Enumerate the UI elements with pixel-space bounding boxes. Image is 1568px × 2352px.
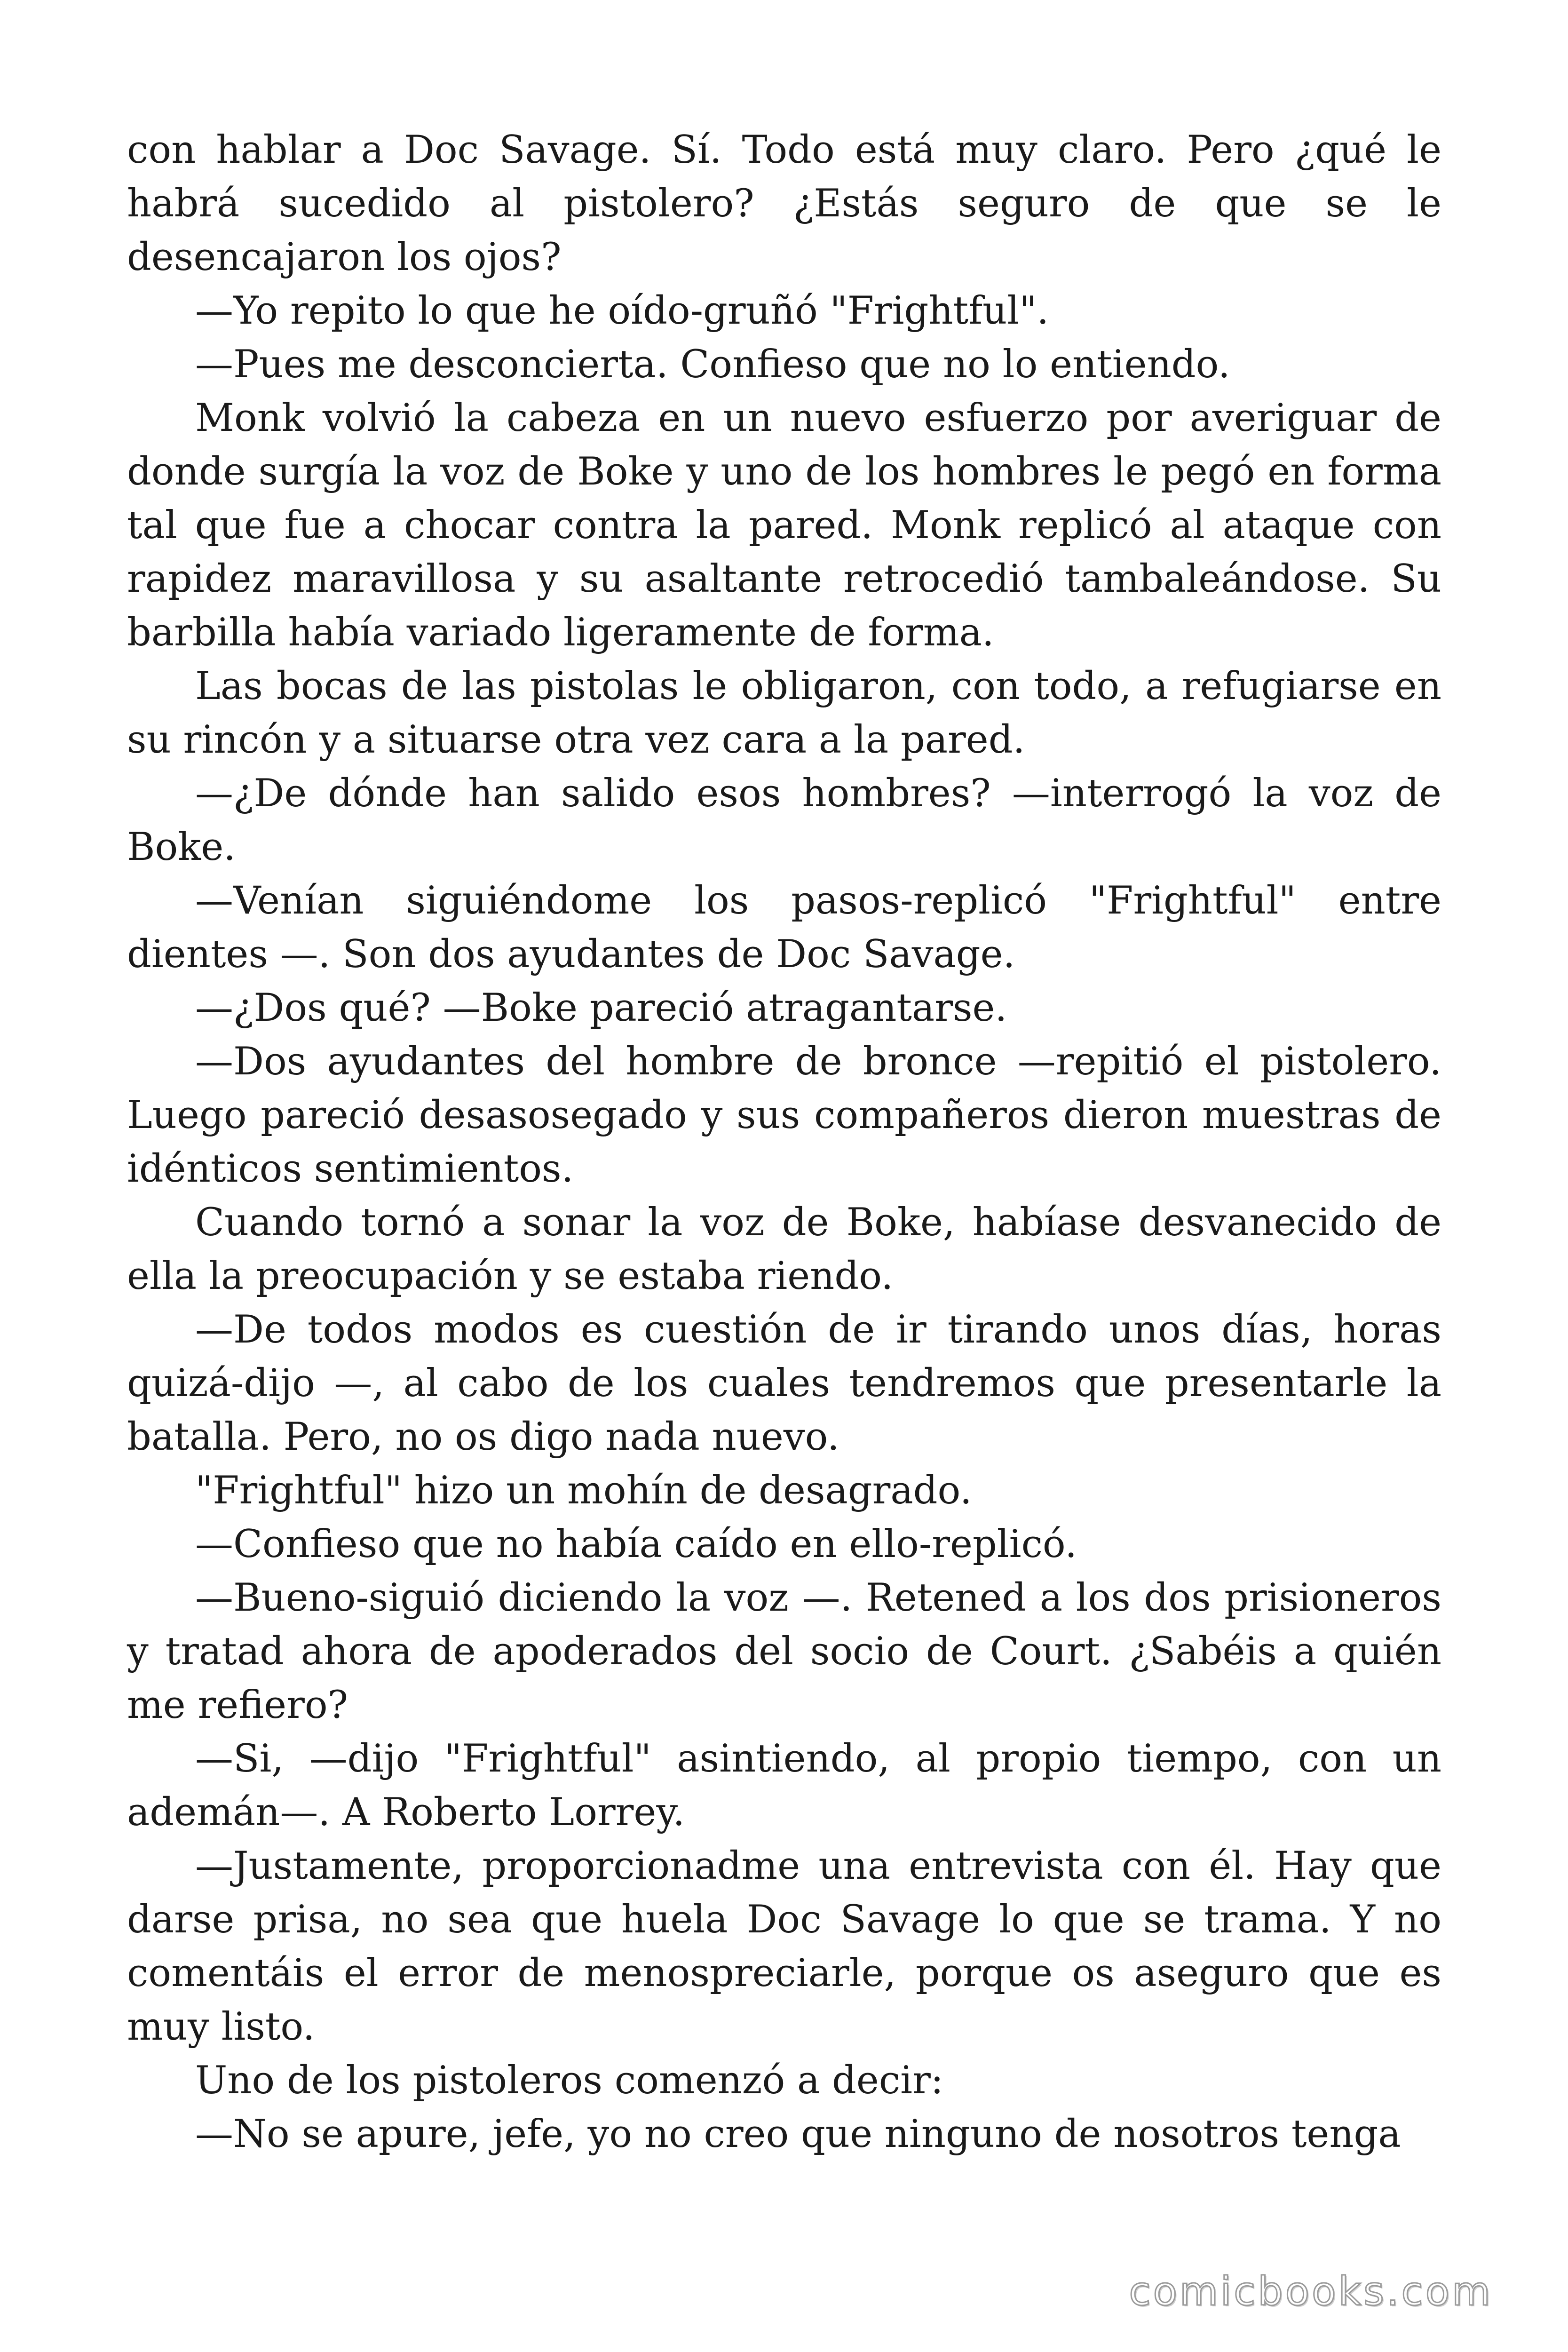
paragraph-12: "Frightful" hizo un mohín de desagrado. xyxy=(195,1469,972,1513)
paragraph-9: —Dos ayudantes del hombre de bronce —repitió el pistolero. Luego pareció desasosegado y sus compañeros dieron muestras de idénticos sentimientos. xyxy=(127,1040,1441,1191)
paragraph-10: Cuando tornó a sonar la voz de Boke, habíase desvanecido de ella la preocupación y se estaba riendo. xyxy=(127,1200,1441,1298)
paragraph-2: —Yo repito lo que he oído-gruñó "Frightful". xyxy=(195,289,1049,333)
paragraph-1: con hablar a Doc Savage. Sí. Todo está muy claro. Pero ¿qué le habrá sucedido al pistolero? ¿Estás seguro de que se le desencajaron los ojos? xyxy=(127,128,1441,279)
paragraph-13: —Confieso que no había caído en ello-replicó. xyxy=(195,1522,1077,1566)
paragraph-7: —Venían siguiéndome los pasos-replicó "Frightful" entre dientes —. Son dos ayudantes de Doc Savage. xyxy=(127,879,1441,977)
page-text xyxy=(127,123,1441,2161)
watermark-logo: comicbooks.com xyxy=(1129,2268,1493,2314)
paragraph-6: —¿De dónde han salido esos hombres? —interrogó la voz de Boke. xyxy=(127,771,1441,869)
paragraph-14: —Bueno-siguió diciendo la voz —. Retened a los dos prisioneros y tratad ahora de apoderados del socio de Court. ¿Sabéis a quién me refiero? xyxy=(127,1576,1441,1727)
paragraph-5: Las bocas de las pistolas le obligaron, con todo, a refugiarse en su rincón y a situarse otra vez cara a la pared. xyxy=(127,664,1441,762)
paragraph-11: —De todos modos es cuestión de ir tirando unos días, horas quizá-dijo —, al cabo de los cuales tendremos que presentarle la batalla. Pero, no os digo nada nuevo. xyxy=(127,1308,1441,1459)
paragraph-17: Uno de los pistoleros comenzó a decir: xyxy=(195,2058,944,2103)
paragraph-16: —Justamente, proporcionadme una entrevista con él. Hay que darse prisa, no sea que huela Doc Savage lo que se trama. Y no comentáis el error de menospreciarle, porque os aseguro que es muy listo. xyxy=(127,1844,1441,2049)
paragraph-8: —¿Dos qué? —Boke pareció atragantarse. xyxy=(195,986,1007,1030)
paragraph-3: —Pues me desconcierta. Confieso que no lo entiendo. xyxy=(195,342,1230,387)
paragraph-4: Monk volvió la cabeza en un nuevo esfuerzo por averiguar de donde surgía la voz de Boke y uno de los hombres le pegó en forma tal que fue a chocar contra la pared. Monk replicó al ataque con rapidez maravillosa y su asaltante retrocedió tambaleándose. Su barbilla había variado ligeramente de forma. xyxy=(127,396,1441,655)
paragraph-18: —No se apure, jefe, yo no creo que ninguno de nosotros tenga xyxy=(195,2112,1401,2156)
paragraph-15: —Si, —dijo "Frightful" asintiendo, al propio tiempo, con un ademán—. A Roberto Lorrey. xyxy=(127,1737,1441,1835)
